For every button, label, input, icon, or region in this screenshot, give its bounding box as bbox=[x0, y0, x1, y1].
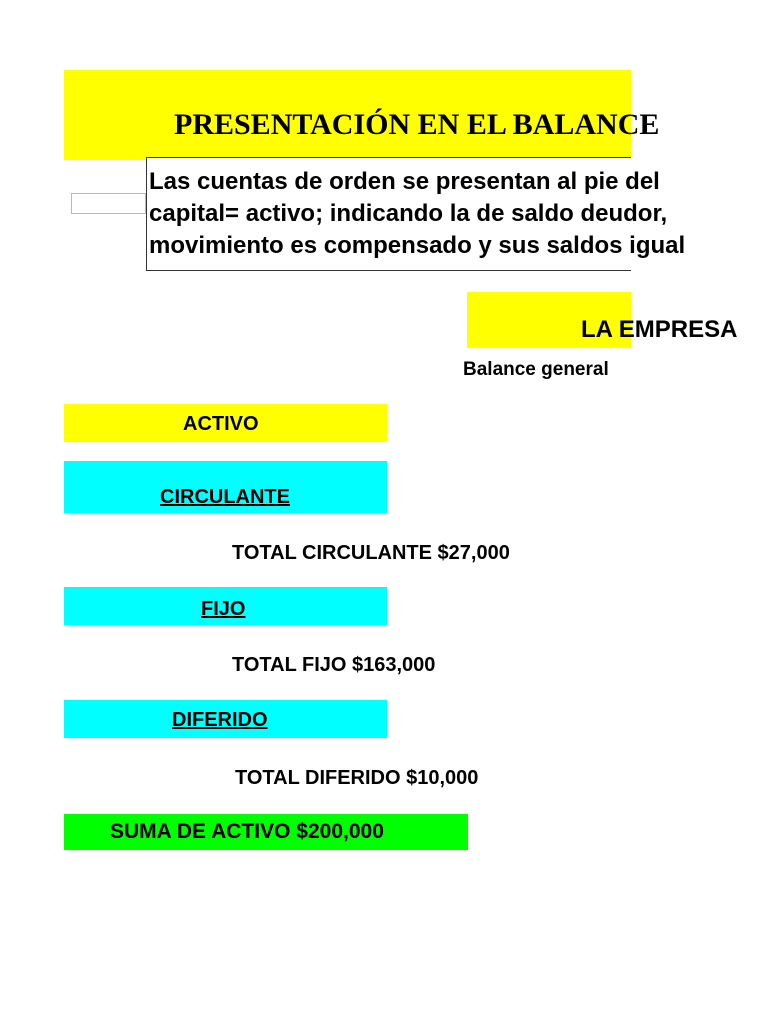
page-title: PRESENTACIÓN EN EL BALANCE bbox=[174, 108, 660, 141]
description-line: capital= activo; indicando la de saldo deudor, bbox=[149, 200, 668, 227]
company-name: LA EMPRESA bbox=[581, 316, 738, 343]
suma-activo-total: SUMA DE ACTIVO $200,000 bbox=[110, 820, 384, 843]
total-diferido: TOTAL DIFERIDO $10,000 bbox=[235, 767, 479, 789]
diferido-heading: DIFERIDO bbox=[172, 709, 268, 731]
description-box bbox=[146, 157, 686, 271]
empty-cell[interactable] bbox=[71, 193, 146, 214]
circulante-heading: CIRCULANTE bbox=[160, 486, 290, 508]
total-fijo: TOTAL FIJO $163,000 bbox=[232, 654, 436, 676]
fijo-heading: FIJO bbox=[201, 598, 246, 620]
total-circulante: TOTAL CIRCULANTE $27,000 bbox=[232, 542, 510, 564]
activo-heading: ACTIVO bbox=[183, 413, 259, 435]
description-line: Las cuentas de orden se presentan al pie del bbox=[149, 168, 660, 195]
description-line: movimiento es compensado y sus saldos igual bbox=[149, 232, 686, 259]
balance-subtitle: Balance general bbox=[463, 359, 609, 380]
